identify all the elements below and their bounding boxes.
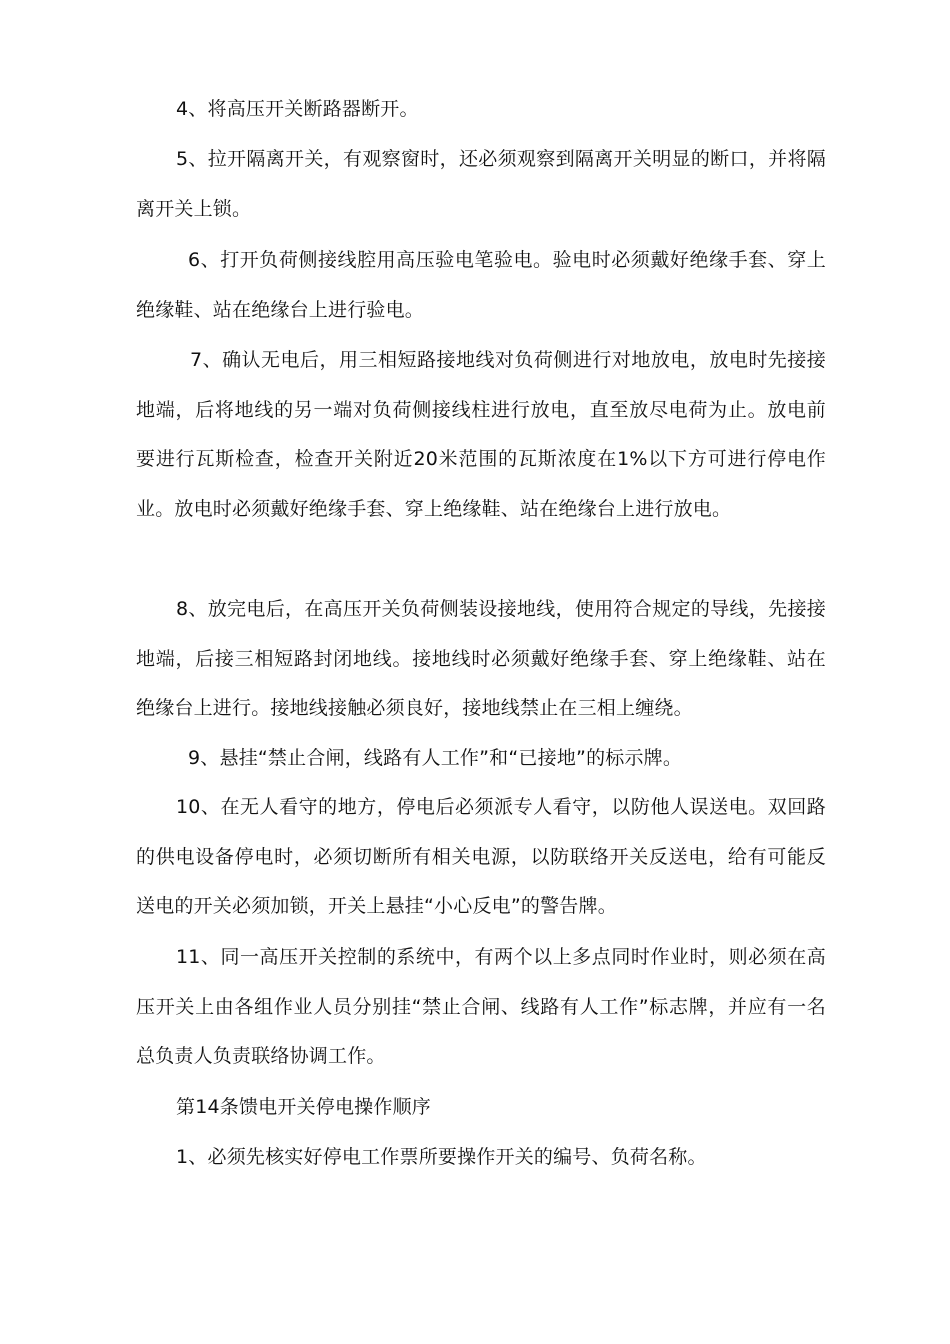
paragraph-step-5: 5、拉开隔离开关，有观察窗时，还必须观察到隔离开关明显的断口，并将隔离开关上锁。 [136,148,826,220]
paragraph-step-8: 8、放完电后，在高压开关负荷侧装设接地线，使用符合规定的导线，先接接地端，后接三相短路封闭地线。接地线时必须戴好绝缘手套、穿上绝缘鞋、站在绝缘台上进行。接地线接触必须良好，接地线禁止在三相上缠绕。 [136,598,826,719]
paragraph-step-10: 10、在无人看守的地方，停电后必须派专人看守，以防他人误送电。双回路的供电设备停电时，必须切断所有相关电源，以防联络开关反送电，给有可能反送电的开关必须加锁，开关上悬挂“小心反电”的警告牌。 [136,796,826,917]
paragraph-step-1: 1、必须先核实好停电工作票所要操作开关的编号、负荷名称。 [176,1146,707,1168]
paragraph-step-7: 7、确认无电后，用三相短路接地线对负荷侧进行对地放电，放电时先接接地端，后将地线的另一端对负荷侧接线柱进行放电，直至放尽电荷为止。放电前要进行瓦斯检查，检查开关附近20米范围的瓦斯浓度在1%以下方可进行停电作业。放电时必须戴好绝缘手套、穿上绝缘鞋、站在绝缘台上进行放电。 [136,349,826,520]
paragraph-step-6: 6、打开负荷侧接线腔用高压验电笔验电。验电时必须戴好绝缘手套、穿上绝缘鞋、站在绝缘台上进行验电。 [136,249,826,321]
paragraph-step-11: 11、同一高压开关控制的系统中，有两个以上多点同时作业时，则必须在高压开关上由各组作业人员分别挂“禁止合闸、线路有人工作”标志牌，并应有一名总负责人负责联络协调工作。 [136,946,826,1067]
paragraph-step-9: 9、悬挂“禁止合闸，线路有人工作”和“已接地”的标示牌。 [188,747,683,769]
article-heading: 第14条馈电开关停电操作顺序 [176,1096,431,1118]
paragraph-step-4: 4、将高压开关断路器断开。 [176,98,419,120]
